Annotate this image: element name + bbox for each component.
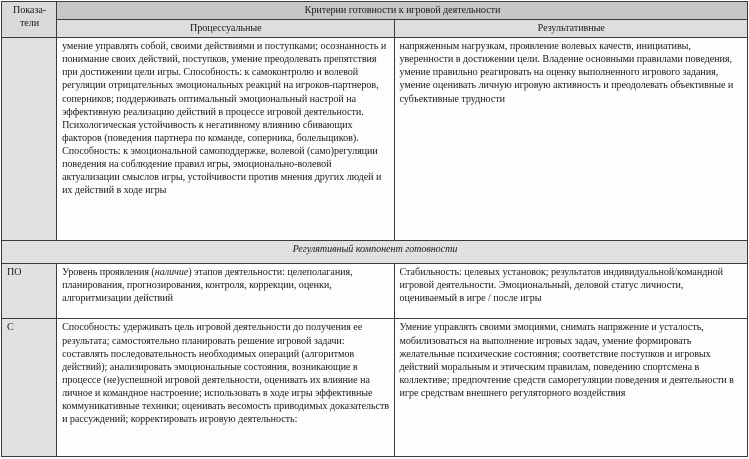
header-col-resultative: Результативные [394, 20, 748, 38]
text-po-part-a: Уровень проявления ( [62, 266, 155, 278]
header-stub-indicators [2, 2, 57, 38]
row-label-empty [2, 38, 57, 241]
paragraph-processual-part2: Психологическая устойчивость к негативному влиянию сбивающих факторов (поведения партнера по команде, соперника, болельщиков). Способность: к эмоциональной самоподдержке, волевой (само)регуляции поведения на соблюдение правил игры, эмоционально-волевой актуализации смыслов игры, устойчивости против мнения других людей и их действий в ходе игры [62, 119, 382, 197]
table-row [2, 263, 748, 318]
section-divider-row [2, 241, 748, 264]
table-row [2, 38, 748, 241]
header-stub-line2: тели [19, 18, 40, 30]
header-group-criteria: Критерии готовности к игровой деятельности [57, 2, 748, 20]
paragraph-processual-part1: умение управлять собой, своими действиями и поступками; осознанность и понимание своих действий, поступков, умение преодолевать препятствия при достижении цели игры. Способность: к самоконтролю и волевой регуляции отрицательных эмоциональных реакций на игроков-партнеров, соперников; поддерживать оптимальный эмоциональный настрой на эффективную реализацию действий в процессе игровой деятельности. [62, 41, 387, 118]
readiness-criteria-table [1, 1, 748, 457]
cell-processual-po [57, 263, 394, 318]
table-body [2, 38, 748, 457]
table-header [2, 2, 748, 38]
text-po-italic: наличие [154, 266, 189, 278]
header-row-sub [2, 20, 748, 38]
section-divider-label: Регулятивный компонент готовности [2, 241, 748, 264]
cell-resultative-s: Умение управлять своими эмоциями, снимать напряжение и усталость, мобилизоваться на выполнение игровых задач, умение формировать желательные психические состояния; соответствие поступков и игровых действий моральным и этическим правилам, поведению спортсмена в коллективе; предпочтение средств саморегуляции поведения и деятельности в игре средствам внешнего регуляторного воздействия [394, 319, 748, 457]
cell-resultative-continuation: напряженным нагрузкам, проявление волевых качеств, инициативы, уверенности в достижении цели. Владение основными правилами поведения, умение правильно реагировать на оценку выполненного игрового задания, умение оценивать личную игровую активность и преодолевать объективные и субъективные трудности [394, 38, 748, 241]
document-page [0, 1, 749, 459]
header-row-top [2, 2, 748, 20]
header-stub-line1: Показа- [12, 5, 47, 16]
text-po-part-b: ) этапов деятельности: целеполагания, планирования, прогнозирования, контроля, коррекции, оценки, алгоритмизации действий [62, 266, 353, 305]
cell-processual-s: Способность: удерживать цель игровой деятельности до получения ее результата; самостоятельно планировать решение игровой задачи: составлять последовательность необходимых операций (алгоритмов действий); анализировать эмоциональные состояния, возникающие в процессе (не)успешной игровой деятельности, оценивать их влияние на личное и командное настроение; использовать в ходе игры эффективные коммуникативные техники; оценивать весомость приводимых доказательств и рассуждений; корректировать игровую деятельность: [57, 319, 394, 457]
row-label-s: С [2, 319, 57, 457]
cell-processual-continuation [57, 38, 394, 241]
row-label-po: ПО [2, 263, 57, 318]
table-row [2, 319, 748, 457]
header-col-processual: Процессуальные [57, 20, 394, 38]
cell-resultative-po: Стабильность: целевых установок; результатов индивидуальной/командной игровой деятельности. Эмоциональный, деловой статус личности, оцениваемый в игре / после игры [394, 263, 748, 318]
